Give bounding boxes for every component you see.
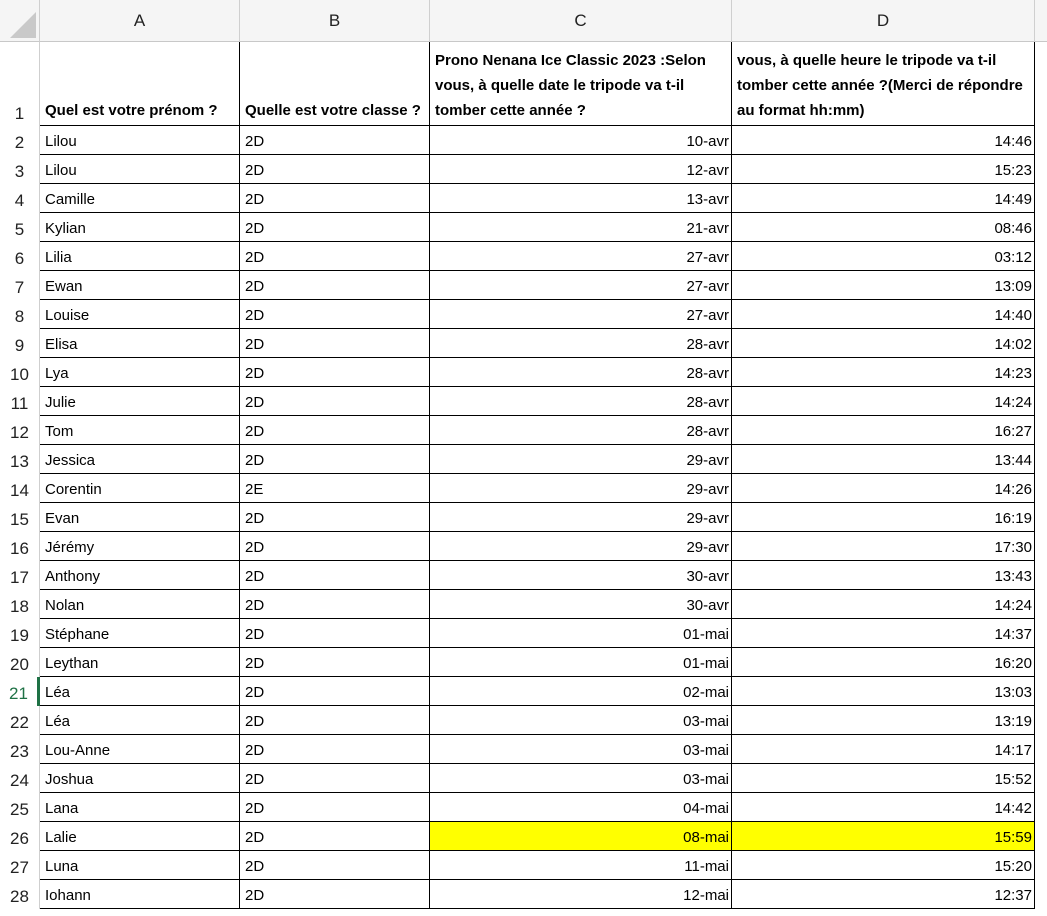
- cell-prenom[interactable]: Leythan: [40, 648, 240, 677]
- row-header-28[interactable]: 28: [0, 880, 40, 909]
- cell-heure[interactable]: 14:26: [732, 474, 1035, 503]
- row-header-4[interactable]: 4: [0, 184, 40, 213]
- cell-date[interactable]: 27-avr: [430, 300, 732, 329]
- cell-prenom[interactable]: Evan: [40, 503, 240, 532]
- cell-classe[interactable]: 2D: [240, 300, 430, 329]
- column-header-a[interactable]: A: [40, 0, 240, 42]
- cell-heure[interactable]: 14:37: [732, 619, 1035, 648]
- cell-date[interactable]: 01-mai: [430, 648, 732, 677]
- cell-prenom[interactable]: Nolan: [40, 590, 240, 619]
- cell-date[interactable]: 29-avr: [430, 532, 732, 561]
- cell-date[interactable]: 01-mai: [430, 619, 732, 648]
- cell-heure[interactable]: 14:46: [732, 126, 1035, 155]
- cell-date[interactable]: 27-avr: [430, 242, 732, 271]
- cell-date[interactable]: 28-avr: [430, 358, 732, 387]
- cell-prenom[interactable]: Lilou: [40, 126, 240, 155]
- row-header-3[interactable]: 3: [0, 155, 40, 184]
- cell-classe[interactable]: 2D: [240, 793, 430, 822]
- row-header-12[interactable]: 12: [0, 416, 40, 445]
- cell-heure[interactable]: 14:23: [732, 358, 1035, 387]
- cell-date[interactable]: 02-mai: [430, 677, 732, 706]
- cell-classe[interactable]: 2D: [240, 851, 430, 880]
- cell-classe[interactable]: 2D: [240, 648, 430, 677]
- cell-date[interactable]: 04-mai: [430, 793, 732, 822]
- row-header-23[interactable]: 23: [0, 735, 40, 764]
- row-header-5[interactable]: 5: [0, 213, 40, 242]
- cell-classe[interactable]: 2D: [240, 445, 430, 474]
- cell-prenom[interactable]: Kylian: [40, 213, 240, 242]
- cell-heure[interactable]: 15:23: [732, 155, 1035, 184]
- cell-classe[interactable]: 2D: [240, 764, 430, 793]
- cell-classe[interactable]: 2D: [240, 242, 430, 271]
- cell-date[interactable]: 29-avr: [430, 445, 732, 474]
- cell-prenom[interactable]: Lilia: [40, 242, 240, 271]
- column-header-d[interactable]: D: [732, 0, 1035, 42]
- cell-date[interactable]: 28-avr: [430, 387, 732, 416]
- cell-date[interactable]: 28-avr: [430, 329, 732, 358]
- cell-prenom[interactable]: Lou-Anne: [40, 735, 240, 764]
- row-header-17[interactable]: 17: [0, 561, 40, 590]
- cell-prenom[interactable]: Lya: [40, 358, 240, 387]
- cell-prenom[interactable]: Lana: [40, 793, 240, 822]
- cell-date[interactable]: 30-avr: [430, 590, 732, 619]
- row-header-13[interactable]: 13: [0, 445, 40, 474]
- row-header-15[interactable]: 15: [0, 503, 40, 532]
- cell-heure[interactable]: 03:12: [732, 242, 1035, 271]
- cell-heure[interactable]: 14:02: [732, 329, 1035, 358]
- cell-date[interactable]: 21-avr: [430, 213, 732, 242]
- row-header-21[interactable]: 21: [0, 677, 40, 706]
- cell-date[interactable]: 10-avr: [430, 126, 732, 155]
- cell-classe[interactable]: 2D: [240, 155, 430, 184]
- cell-date[interactable]: 08-mai: [430, 822, 732, 851]
- row-header-26[interactable]: 26: [0, 822, 40, 851]
- cell-heure[interactable]: 14:42: [732, 793, 1035, 822]
- row-header-25[interactable]: 25: [0, 793, 40, 822]
- row-header-22[interactable]: 22: [0, 706, 40, 735]
- cell-prenom[interactable]: Joshua: [40, 764, 240, 793]
- cell-classe[interactable]: 2E: [240, 474, 430, 503]
- cell-date[interactable]: 11-mai: [430, 851, 732, 880]
- cell-heure[interactable]: 13:03: [732, 677, 1035, 706]
- cell-date[interactable]: 12-mai: [430, 880, 732, 909]
- cell-prenom[interactable]: Tom: [40, 416, 240, 445]
- cell-classe[interactable]: 2D: [240, 503, 430, 532]
- header-cell-heure[interactable]: vous, à quelle heure le tripode va t-il tomber cette année ?(Merci de répondre au format hh:mm): [732, 42, 1035, 126]
- row-header-19[interactable]: 19: [0, 619, 40, 648]
- row-header-16[interactable]: 16: [0, 532, 40, 561]
- cell-date[interactable]: 03-mai: [430, 706, 732, 735]
- cell-heure[interactable]: 15:52: [732, 764, 1035, 793]
- cell-heure[interactable]: 14:49: [732, 184, 1035, 213]
- cell-date[interactable]: 29-avr: [430, 474, 732, 503]
- cell-heure[interactable]: 14:17: [732, 735, 1035, 764]
- cell-heure[interactable]: 16:19: [732, 503, 1035, 532]
- cell-prenom[interactable]: Léa: [40, 677, 240, 706]
- column-header-b[interactable]: B: [240, 0, 430, 42]
- cell-prenom[interactable]: Camille: [40, 184, 240, 213]
- row-header-2[interactable]: 2: [0, 126, 40, 155]
- header-cell-date[interactable]: Prono Nenana Ice Classic 2023 :Selon vous, à quelle date le tripode va t-il tomber cette année ?: [430, 42, 732, 126]
- header-cell-classe[interactable]: Quelle est votre classe ?: [240, 42, 430, 126]
- cell-date[interactable]: 12-avr: [430, 155, 732, 184]
- row-header-7[interactable]: 7: [0, 271, 40, 300]
- cell-classe[interactable]: 2D: [240, 532, 430, 561]
- cell-date[interactable]: 03-mai: [430, 764, 732, 793]
- cell-heure[interactable]: 16:20: [732, 648, 1035, 677]
- row-header-1[interactable]: 1: [0, 42, 40, 126]
- cell-prenom[interactable]: Luna: [40, 851, 240, 880]
- cell-classe[interactable]: 2D: [240, 590, 430, 619]
- select-all-triangle-icon: [10, 12, 36, 38]
- cell-heure[interactable]: 17:30: [732, 532, 1035, 561]
- cell-heure[interactable]: 13:44: [732, 445, 1035, 474]
- cell-heure[interactable]: 14:40: [732, 300, 1035, 329]
- row-header-10[interactable]: 10: [0, 358, 40, 387]
- cell-prenom[interactable]: Lilou: [40, 155, 240, 184]
- cell-classe[interactable]: 2D: [240, 126, 430, 155]
- cell-prenom[interactable]: Iohann: [40, 880, 240, 909]
- cell-date[interactable]: 03-mai: [430, 735, 732, 764]
- cell-date[interactable]: 27-avr: [430, 271, 732, 300]
- cell-date[interactable]: 28-avr: [430, 416, 732, 445]
- cell-heure[interactable]: 13:19: [732, 706, 1035, 735]
- cell-classe[interactable]: 2D: [240, 387, 430, 416]
- cell-date[interactable]: 30-avr: [430, 561, 732, 590]
- cell-classe[interactable]: 2D: [240, 358, 430, 387]
- cell-classe[interactable]: 2D: [240, 329, 430, 358]
- cell-classe[interactable]: 2D: [240, 706, 430, 735]
- cell-classe[interactable]: 2D: [240, 416, 430, 445]
- cell-date[interactable]: 29-avr: [430, 503, 732, 532]
- cell-heure[interactable]: 15:59: [732, 822, 1035, 851]
- cell-classe[interactable]: 2D: [240, 184, 430, 213]
- cell-classe[interactable]: 2D: [240, 880, 430, 909]
- cell-prenom[interactable]: Anthony: [40, 561, 240, 590]
- row-header-14[interactable]: 14: [0, 474, 40, 503]
- cell-heure[interactable]: 08:46: [732, 213, 1035, 242]
- select-all-corner[interactable]: [0, 0, 40, 42]
- cell-prenom[interactable]: Stéphane: [40, 619, 240, 648]
- cell-prenom[interactable]: Corentin: [40, 474, 240, 503]
- cell-classe[interactable]: 2D: [240, 271, 430, 300]
- cell-heure[interactable]: 16:27: [732, 416, 1035, 445]
- row-header-20[interactable]: 20: [0, 648, 40, 677]
- cell-classe[interactable]: 2D: [240, 561, 430, 590]
- row-header-9[interactable]: 9: [0, 329, 40, 358]
- cell-heure[interactable]: 14:24: [732, 590, 1035, 619]
- cell-classe[interactable]: 2D: [240, 619, 430, 648]
- cell-classe[interactable]: 2D: [240, 213, 430, 242]
- cell-prenom[interactable]: Ewan: [40, 271, 240, 300]
- column-header-e-partial[interactable]: [1035, 0, 1047, 42]
- row-header-11[interactable]: 11: [0, 387, 40, 416]
- row-header-24[interactable]: 24: [0, 764, 40, 793]
- cell-heure[interactable]: 13:43: [732, 561, 1035, 590]
- row-header-6[interactable]: 6: [0, 242, 40, 271]
- cell-classe[interactable]: 2D: [240, 735, 430, 764]
- cell-prenom[interactable]: Elisa: [40, 329, 240, 358]
- cell-heure[interactable]: 13:09: [732, 271, 1035, 300]
- cell-heure[interactable]: 15:20: [732, 851, 1035, 880]
- column-header-c[interactable]: C: [430, 0, 732, 42]
- row-header-18[interactable]: 18: [0, 590, 40, 619]
- cell-classe[interactable]: 2D: [240, 822, 430, 851]
- cell-prenom[interactable]: Lalie: [40, 822, 240, 851]
- cell-prenom[interactable]: Jérémy: [40, 532, 240, 561]
- cell-prenom[interactable]: Julie: [40, 387, 240, 416]
- cell-prenom[interactable]: Léa: [40, 706, 240, 735]
- header-cell-prenom[interactable]: Quel est votre prénom ?: [40, 42, 240, 126]
- cell-heure[interactable]: 14:24: [732, 387, 1035, 416]
- cell-classe[interactable]: 2D: [240, 677, 430, 706]
- row-header-27[interactable]: 27: [0, 851, 40, 880]
- cell-prenom[interactable]: Louise: [40, 300, 240, 329]
- cell-date[interactable]: 13-avr: [430, 184, 732, 213]
- cell-heure[interactable]: 12:37: [732, 880, 1035, 909]
- row-header-8[interactable]: 8: [0, 300, 40, 329]
- cell-prenom[interactable]: Jessica: [40, 445, 240, 474]
